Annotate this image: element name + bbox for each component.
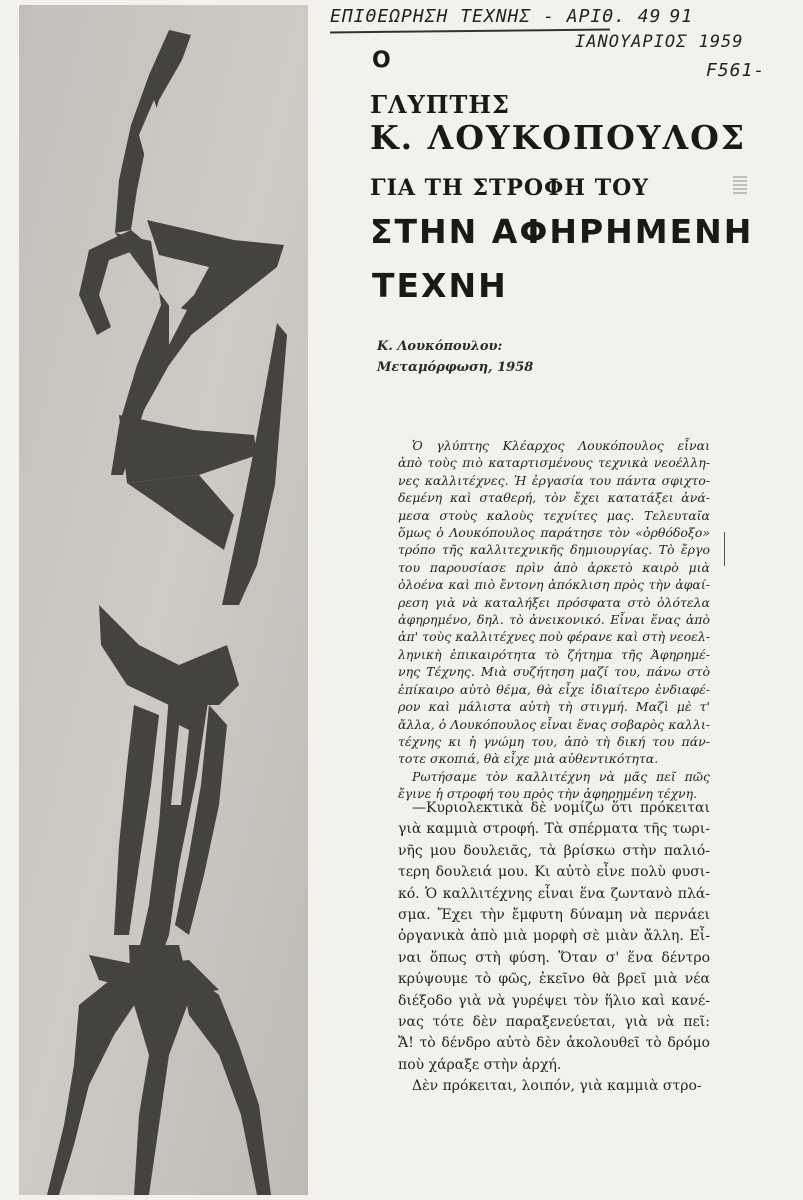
intro-line: ἀπὸ τοὺς πιὸ καταρτισμένους τεχνικὰ νεοέλλη- bbox=[398, 455, 710, 471]
answer-line: νῆς μου δουλειᾶς, τὰ βρίσκω στὴν παλιό- bbox=[398, 842, 710, 859]
answer-paragraph bbox=[398, 798, 710, 1098]
answer-line: γιὰ καμμιὰ στροφή. Τὰ σπέρματα τῆς τωρι- bbox=[398, 821, 710, 838]
answer-line: κρύψουμε τὸ φῶς, ἐκεῖνο θὰ βρεῖ μιὰ νέα bbox=[398, 971, 710, 988]
intro-line: Ὁ γλύπτης Κλέαρχος Λουκόπουλος εἶναι bbox=[412, 438, 710, 453]
handwritten-page-number: 91 bbox=[669, 6, 694, 27]
intro-line: Ρωτήσαμε τὸν καλλιτέχνη νὰ μᾶς πεῖ πῶς bbox=[412, 768, 710, 784]
headline-line3: ΓΙΑ ΤΗ ΣΤΡΟΦΗ ΤΟΥ bbox=[370, 175, 649, 201]
caption-work: Μεταμόρφωση, 1958 bbox=[377, 360, 534, 375]
intro-line: ἀφηρημένο, δηλ. τὸ ἀνεικονικό. Εἶναι ἕνας ἀπὸ bbox=[398, 612, 710, 628]
handwritten-archive-code: F561- bbox=[706, 60, 766, 81]
intro-line: τρόπο τῆς καλλιτεχνικῆς δημιουργίας. Τὸ ἔργο bbox=[398, 542, 710, 558]
sculpture-illustration bbox=[19, 5, 308, 1195]
answer-line: ποὺ χάραξε στὴν ἀρχή. bbox=[398, 1056, 562, 1073]
intro-line: τοτε σκοπιά, θὰ εἶχε μιὰ αὐθεντικότητα. bbox=[398, 751, 659, 767]
headline-article: Ο bbox=[372, 48, 391, 73]
photo-caption bbox=[377, 336, 533, 378]
intro-line: μεσα στοὺς καλοὺς τεχνίτες μας. Τελευταῖα bbox=[398, 507, 710, 523]
print-smudge bbox=[733, 176, 747, 194]
handwritten-magazine-issue: ΕΠΙΘΕΩΡΗΣΗ ΤΕΧΝΗΣ - ΑΡΙΘ. 49 bbox=[330, 6, 662, 27]
headline-line5: ΤΕΧΝΗ bbox=[372, 266, 508, 305]
intro-line: ρεση γιὰ νὰ καταλήξει πρόσφατα στὸ ὁλότελα bbox=[398, 594, 710, 610]
caption-author: Κ. Λουκόπουλου: bbox=[377, 339, 503, 354]
intro-line: ληνικὴ ἐπικαιρότητα τὸ ζήτημα τῆς Ἀφηρημέ- bbox=[398, 646, 710, 662]
intro-line: ὁλοένα καὶ πιὸ ἔντονη ἀπόκλιση πρὸς τὴν ἀφαί- bbox=[398, 577, 710, 593]
sculpture-photo bbox=[19, 5, 308, 1195]
intro-line: ὅμως ὁ Λουκόπουλος παράτησε τὸν «ὀρθόδοξο» bbox=[398, 525, 710, 541]
handwritten-underline bbox=[330, 29, 610, 34]
margin-pencil-mark bbox=[724, 532, 725, 566]
intro-line: νες καλλιτέχνες. Ἡ ἐργασία του πάντα σφιχτο- bbox=[398, 472, 710, 488]
intro-line: ἔγινε ἡ στροφή του πρὸς τὴν ἀφηρημένη τέχνη. bbox=[398, 786, 698, 802]
handwritten-date: ΙΑΝΟΥΑΡΙΟΣ 1959 bbox=[575, 32, 744, 52]
answer-line: ὀργανικὰ ἀπὸ μιὰ μορφὴ σὲ μιὰν ἄλλη. Εἶ- bbox=[398, 928, 710, 945]
headline-subject: ΓΛΥΠΤΗΣ bbox=[370, 90, 510, 119]
intro-line: ρον καὶ μάλιστα αὐτὴ τὴ στιγμή. Μαζὶ μὲ τ' bbox=[398, 699, 710, 715]
answer-line: κό. Ὁ καλλιτέχνης εἶναι ἕνα ζωντανὸ πλά- bbox=[398, 885, 710, 902]
headline-name: Κ. ΛΟΥΚΟΠΟΥΛΟΣ bbox=[370, 118, 747, 157]
answer-line: διέξοδο γιὰ νὰ γυρέψει τὸν ἥλιο καὶ κανέ- bbox=[398, 992, 710, 1009]
answer-line: ναι ὅπως στὴ φύση. Ὅταν σ' ἕνα δέντρο bbox=[398, 949, 710, 966]
answer-line: Δὲν πρόκειται, λοιπόν, γιὰ καμμιὰ στρο- bbox=[412, 1078, 702, 1095]
headline-line4: ΣΤΗΝ ΑΦΗΡΗΜΕΝΗ bbox=[370, 212, 754, 251]
intro-line: νης Τέχνης. Μιὰ συζήτηση μαζί του, πάνω στὸ bbox=[398, 664, 710, 680]
answer-line: —Κυριολεκτικὰ δὲ νομίζω ὅτι πρόκειται bbox=[412, 800, 710, 816]
intro-paragraph bbox=[398, 437, 710, 803]
intro-line: ἐπίκαιρο αὐτὸ θέμα, θὰ εἶχε ἰδιαίτερο ἐνδιαφέ- bbox=[398, 681, 710, 697]
answer-line: νας τότε δὲν παραξενεύεται, γιὰ νὰ πεῖ: bbox=[398, 1014, 710, 1031]
intro-line: του παρουσίασε πρὶν ἀπὸ ἀρκετὸ καιρὸ μιὰ bbox=[398, 559, 710, 575]
intro-line: δεμένη καὶ σταθερή, τὸν ἔχει κατατάξει ἀνά- bbox=[398, 490, 710, 506]
answer-line: Ἄ! τὸ δένδρο αὐτὸ δὲν ἀκολουθεῖ τὸ δρόμο bbox=[398, 1035, 710, 1052]
handwritten-source-note bbox=[330, 6, 693, 27]
answer-line: σμα. Ἔχει τὴν ἔμφυτη δύναμη νὰ περνάει bbox=[398, 907, 710, 924]
intro-line: τέχνης κι ἡ γνώμη του, ἀπὸ τὴ δική του πάν- bbox=[398, 733, 710, 749]
intro-line: ἄλλα, ὁ Λουκόπουλος εἶναι ἕνας σοβαρὸς καλλι- bbox=[398, 716, 710, 732]
intro-line: ἀπ' τοὺς καλλιτέχνες ποὺ φέρανε καὶ στὴ νεοελ- bbox=[398, 629, 710, 645]
answer-line: τερη δουλειά μου. Κι αὐτὸ εἶνε πολὺ φυσι- bbox=[398, 864, 710, 881]
